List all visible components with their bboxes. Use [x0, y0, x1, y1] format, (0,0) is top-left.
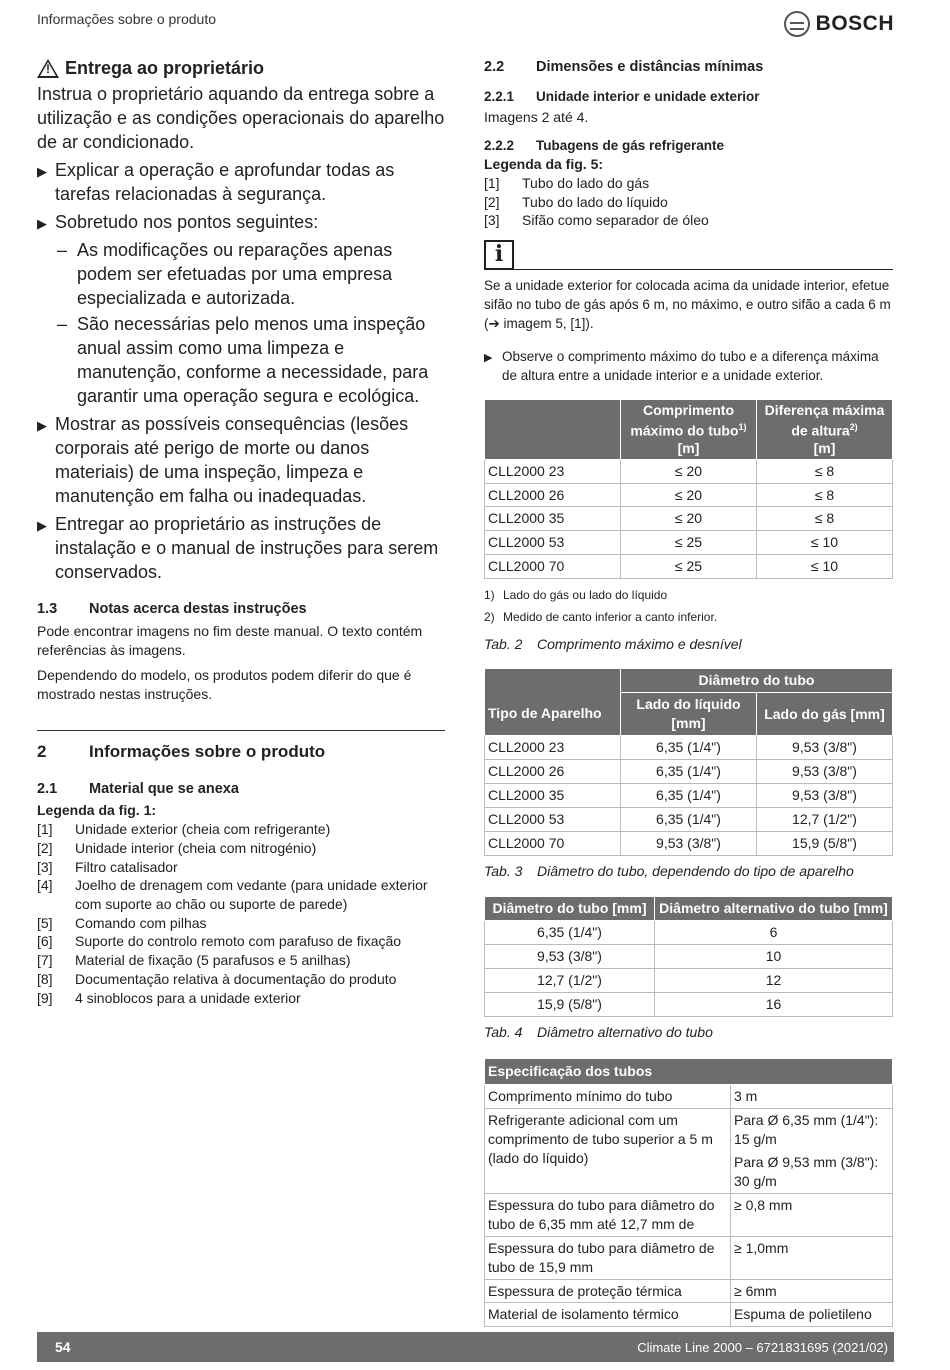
spec-label: Comprimento mínimo do tubo [485, 1084, 731, 1108]
legend-text: Filtro catalisador [75, 858, 178, 875]
table-header: Diâmetro do tubo [mm] [485, 897, 655, 921]
legend-item [37, 951, 445, 970]
section-number: 2.2.1 [484, 88, 515, 104]
page-header [37, 10, 894, 40]
right-column [484, 58, 893, 1352]
table-max-length [484, 399, 893, 579]
footnote-ref: 1) [738, 422, 747, 432]
section-heading-2 [37, 741, 445, 764]
table-header-blank [485, 400, 621, 460]
table-cell: 12,7 (1/2") [485, 969, 655, 993]
paragraph: Pode encontrar imagens no fim deste manual. O texto contém referências às imagens. [37, 622, 423, 658]
bullet-item [37, 158, 445, 206]
table-cell: ≤ 10 [757, 555, 893, 579]
section-heading-2-2-2 [484, 137, 893, 155]
paragraph: Imagens 2 até 4. [484, 108, 589, 125]
info-icon: i [484, 240, 514, 270]
table-cell: 6 [655, 921, 893, 945]
spec-label: Espessura de proteção térmica [485, 1279, 731, 1303]
section-number: 2.1 [37, 780, 58, 797]
sub-bullet-text: As modificações ou reparações apenas podem ser efetuadas por uma empresa especializada e autorizada. [77, 240, 393, 309]
table-cell: CLL2000 23 [485, 736, 621, 760]
bullet-arrow-icon: ▶ [37, 216, 47, 232]
table-row [485, 1303, 893, 1327]
legend-text: 4 sinoblocos para a unidade exterior [75, 989, 301, 1006]
legend-number: [9] [37, 989, 53, 1006]
table-cell: CLL2000 35 [485, 783, 621, 807]
table-cell: 6,35 (1/4") [621, 783, 757, 807]
table-cell: ≤ 8 [757, 459, 893, 483]
footnote-number: 2) [484, 610, 495, 625]
table-cell: 6,35 (1/4") [485, 921, 655, 945]
spec-value: ≥ 6mm [731, 1279, 893, 1303]
spec-value-line: Para Ø 9,53 mm (3/8"): 30 g/m [734, 1153, 879, 1189]
legend-number: [1] [37, 821, 53, 838]
table-cell: ≤ 20 [621, 483, 757, 507]
table-caption [484, 862, 893, 881]
bullet-text: Explicar a operação e aprofundar todas as tarefas relacionadas à segurança. [55, 160, 395, 205]
table-title: Especificação dos tubos [485, 1058, 893, 1084]
section-title: Unidade interior e unidade exterior [536, 88, 760, 104]
bullet-text: Entregar ao proprietário as instruções de instalação e o manual de instruções para serem conservados. [55, 514, 439, 583]
table-number: Tab. 4 [484, 1023, 523, 1040]
table-cell: CLL2000 53 [485, 531, 621, 555]
legend-text: Comando com pilhas [75, 914, 207, 931]
sub-bullet-item [57, 312, 445, 408]
footnote-text: Lado do gás ou lado do líquido [503, 588, 668, 603]
legend-item [37, 839, 445, 858]
table-row [485, 1084, 893, 1108]
table-row [485, 921, 893, 945]
dash-marker: – [57, 314, 68, 335]
section-title: Notas acerca destas instruções [89, 601, 307, 618]
table-row [485, 783, 893, 807]
footnote [484, 609, 893, 625]
section-heading-2-2 [484, 58, 893, 78]
brand-logo [784, 10, 894, 38]
spec-value [731, 1108, 893, 1193]
legend-item [37, 914, 445, 933]
table-cell: CLL2000 23 [485, 459, 621, 483]
legend-text: Tubo do lado do gás [522, 174, 650, 191]
page-footer [37, 1332, 894, 1362]
table-cell: ≤ 25 [621, 555, 757, 579]
section-number: 1.3 [37, 601, 58, 618]
table-cell: 9,53 (3/8") [757, 736, 893, 760]
left-column [37, 56, 445, 1007]
legend-item [484, 174, 893, 193]
running-header: Informações sobre o produto [37, 11, 216, 27]
table-row [485, 483, 893, 507]
caption-text: Comprimento máximo e desnível [537, 636, 742, 653]
info-note [484, 240, 893, 270]
page-number: 54 [55, 1339, 71, 1355]
table-cell: CLL2000 70 [485, 831, 621, 855]
table-cell: 12,7 (1/2") [757, 807, 893, 831]
header-text: Diferença máxima de altura [764, 402, 885, 439]
legend-number: [5] [37, 914, 53, 931]
table-row [485, 1193, 893, 1236]
info-text: Se a unidade exterior for colocada acima da unidade interior, efetue sifão no tubo de gás após 6 m, no máximo, e outro sifão a cada 6 m (➔ imagem 5, [1]). [484, 278, 891, 331]
footnote [484, 587, 893, 603]
table-header-blank [485, 669, 621, 693]
bullet-text: Observe o comprimento máximo do tubo e a diferença máxima de altura entre a unidade interior e a unidade exterior. [502, 349, 879, 383]
table-cell: CLL2000 26 [485, 483, 621, 507]
bullet-text: Mostrar as possíveis consequências (lesões corporais até perigo de morte ou danos materiais) de uma inspeção, limpeza e manutenção em falha ou inadequadas. [55, 414, 409, 507]
table-number: Tab. 2 [484, 636, 523, 653]
table-body [485, 736, 893, 855]
spec-label-note: (lado do líquido) [488, 1149, 589, 1166]
table-row [485, 555, 893, 579]
table-header [621, 400, 757, 460]
bullet-arrow-icon: ▶ [37, 164, 47, 180]
table-pipe-spec [484, 1058, 893, 1328]
section-title: Tubagens de gás refrigerante [536, 137, 725, 153]
sub-bullet-item [57, 238, 445, 310]
paragraph: Dependendo do modelo, os produtos podem diferir do que é mostrado nestas instruções. [37, 666, 412, 702]
legend-list [484, 174, 893, 230]
section-number: 2.2 [484, 59, 505, 75]
table-row [485, 969, 893, 993]
table-cell: ≤ 20 [621, 507, 757, 531]
info-rule [514, 269, 893, 270]
legend-text: Suporte do controlo remoto com parafuso de fixação [75, 933, 402, 950]
bullet-arrow-icon: ▶ [37, 518, 47, 534]
table-cell: ≤ 25 [621, 531, 757, 555]
table-row [485, 1108, 893, 1193]
legend-text: Unidade interior (cheia com nitrogénio) [75, 839, 317, 856]
spec-label: Espessura do tubo para diâmetro de tubo de 15,9 mm [485, 1236, 731, 1279]
section-title: Dimensões e distâncias mínimas [536, 59, 764, 75]
legend-number: [1] [484, 174, 500, 191]
section-number: 2 [37, 741, 47, 761]
spec-label [485, 1108, 731, 1193]
section-heading-2-1 [37, 780, 445, 800]
legend-text: Documentação relativa à documentação do produto [75, 970, 397, 987]
legend-number: [2] [37, 839, 53, 856]
table-alt-diameter [484, 896, 893, 1016]
legend-item [484, 211, 893, 230]
legend-number: [6] [37, 933, 53, 950]
table-cell: 6,35 (1/4") [621, 736, 757, 760]
spec-value: 3 m [731, 1084, 893, 1108]
table-row [485, 992, 893, 1016]
header-unit: [m] [813, 439, 836, 456]
footnote-number: 1) [484, 588, 495, 603]
bullet-item [37, 210, 445, 236]
table-cell: CLL2000 53 [485, 807, 621, 831]
footnote-text: Medido de canto inferior a canto inferior. [503, 610, 718, 625]
table-cell: 6,35 (1/4") [621, 759, 757, 783]
warning-icon [37, 59, 59, 78]
table-row [485, 459, 893, 483]
table-cell: 15,9 (5/8") [757, 831, 893, 855]
legend-title: Legenda da fig. 1: [37, 802, 157, 819]
legend-text: Sifão como separador de óleo [522, 212, 709, 229]
legend-number: [3] [484, 212, 500, 229]
legend-text: Material de fixação (5 parafusos e 5 anilhas) [75, 952, 351, 969]
section-heading-2-2-1 [484, 88, 893, 106]
table-body [485, 1084, 893, 1327]
spec-value: ≥ 0,8 mm [731, 1193, 893, 1236]
table-caption [484, 1023, 893, 1042]
table-cell: 16 [655, 992, 893, 1016]
spec-label: Material de isolamento térmico [485, 1303, 731, 1327]
header-unit: [m] [677, 439, 700, 456]
warning-intro: Instrua o proprietário aquando da entrega sobre a utilização e as condições operacionais do aparelho de ar condicionado. [37, 84, 445, 153]
table-pipe-diameter [484, 668, 893, 855]
table-header: Lado do líquido [mm] [621, 693, 757, 736]
spec-value: ≥ 1,0mm [731, 1236, 893, 1279]
table-caption [484, 635, 893, 654]
legend-number: [7] [37, 952, 53, 969]
table-header [757, 400, 893, 460]
table-header: Tipo de Aparelho [485, 693, 621, 736]
table-cell: 6,35 (1/4") [621, 807, 757, 831]
table-row [485, 1279, 893, 1303]
table-row [485, 531, 893, 555]
legend-item [37, 989, 445, 1008]
section-title: Material que se anexa [89, 780, 239, 797]
legend-item [37, 876, 445, 913]
table-body [485, 459, 893, 578]
spec-value: Espuma de polietileno [731, 1303, 893, 1327]
legend-item [37, 970, 445, 989]
table-header: Lado do gás [mm] [757, 693, 893, 736]
brand-name: BOSCH [815, 12, 894, 35]
table-cell: ≤ 8 [757, 507, 893, 531]
table-cell: 12 [655, 969, 893, 993]
legend-text: Joelho de drenagem com vedante (para unidade exterior com suporte ao chão ou suporte de parede) [75, 877, 428, 913]
warning-title: Entrega ao proprietário [65, 58, 265, 78]
spec-label-text: Refrigerante adicional com um comprimento de tubo superior a 5 m [488, 1111, 713, 1147]
legend-item [37, 858, 445, 877]
table-cell: ≤ 20 [621, 459, 757, 483]
table-row [485, 831, 893, 855]
bosch-armature-icon [784, 11, 810, 37]
bullet-item [484, 347, 893, 385]
section-number: 2.2.2 [484, 137, 515, 153]
dash-marker: – [57, 240, 68, 261]
legend-item [484, 193, 893, 212]
legend-number: [8] [37, 970, 53, 987]
table-row [485, 736, 893, 760]
bullet-arrow-icon: ▶ [37, 418, 47, 434]
table-row [485, 807, 893, 831]
document-id: Climate Line 2000 – 6721831695 (2021/02) [637, 1340, 888, 1355]
legend-title: Legenda da fig. 5: [484, 156, 604, 172]
legend-number: [4] [37, 877, 53, 894]
section-divider [37, 730, 445, 731]
legend-number: [3] [37, 858, 53, 875]
table-cell: 15,9 (5/8") [485, 992, 655, 1016]
table-cell: CLL2000 26 [485, 759, 621, 783]
spec-label: Espessura do tubo para diâmetro do tubo de 6,35 mm até 12,7 mm de [485, 1193, 731, 1236]
table-row [485, 1236, 893, 1279]
bullet-item [37, 512, 445, 584]
legend-list [37, 820, 445, 1007]
table-cell: 9,53 (3/8") [621, 831, 757, 855]
table-cell: CLL2000 35 [485, 507, 621, 531]
table-cell: ≤ 10 [757, 531, 893, 555]
spec-value-line: Para Ø 6,35 mm (1/4"): 15 g/m [734, 1111, 879, 1147]
caption-text: Diâmetro alternativo do tubo [537, 1023, 713, 1040]
table-cell: CLL2000 70 [485, 555, 621, 579]
header-text: Comprimento máximo do tubo [630, 402, 739, 439]
table-row [485, 507, 893, 531]
table-row [485, 945, 893, 969]
table-header: Diâmetro alternativo do tubo [mm] [655, 897, 893, 921]
table-cell: 9,53 (3/8") [757, 783, 893, 807]
section-heading-1-3 [37, 600, 445, 620]
sub-bullet-text: São necessárias pelo menos uma inspeção anual assim como uma limpeza e manutenção, conforme a necessidade, para garantir uma operação segura e ecológica. [77, 314, 429, 407]
legend-text: Unidade exterior (cheia com refrigerante) [75, 821, 331, 838]
bullet-arrow-icon: ▶ [484, 352, 493, 364]
table-number: Tab. 3 [484, 862, 523, 879]
table-cell: ≤ 8 [757, 483, 893, 507]
table-body [485, 921, 893, 1017]
legend-number: [2] [484, 193, 500, 210]
bullet-text: Sobretudo nos pontos seguintes: [55, 212, 319, 233]
legend-item [37, 932, 445, 951]
legend-item [37, 820, 445, 839]
table-cell: 10 [655, 945, 893, 969]
footnote-ref: 2) [849, 422, 858, 432]
table-cell: 9,53 (3/8") [485, 945, 655, 969]
warning-heading [37, 56, 445, 80]
table-row [485, 759, 893, 783]
legend-text: Tubo do lado do líquido [522, 193, 668, 210]
table-cell: 9,53 (3/8") [757, 759, 893, 783]
table-group-header: Diâmetro do tubo [621, 669, 893, 693]
caption-text: Diâmetro do tubo, dependendo do tipo de aparelho [537, 862, 854, 879]
bullet-item [37, 412, 445, 508]
section-title: Informações sobre o produto [89, 741, 326, 761]
